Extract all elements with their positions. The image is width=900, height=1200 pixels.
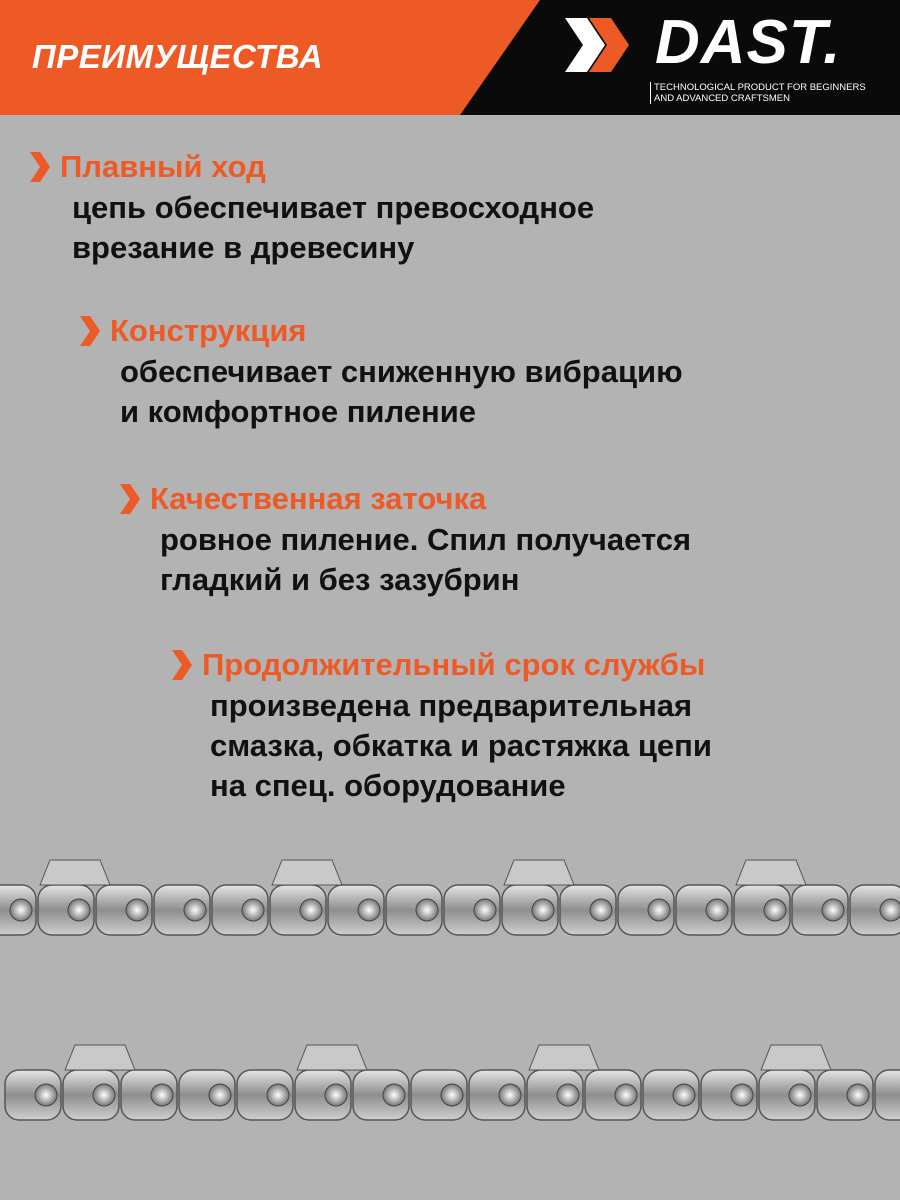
chain-rivet <box>184 899 206 921</box>
chain-rivet <box>590 899 612 921</box>
chain-rivet <box>706 899 728 921</box>
feature-item <box>118 480 691 600</box>
chain-rivet <box>93 1084 115 1106</box>
chain-rivet <box>441 1084 463 1106</box>
feature-title: Продолжительный срок службы <box>202 647 706 682</box>
chain-cutter <box>736 860 806 885</box>
chain-rivet <box>822 899 844 921</box>
chain-rivet <box>557 1084 579 1106</box>
feature-item <box>170 646 712 806</box>
chain-cutter <box>529 1045 599 1070</box>
chain-rivet <box>847 1084 869 1106</box>
chain-rivet <box>764 899 786 921</box>
chain-rivet <box>358 899 380 921</box>
chain-cutter <box>65 1045 135 1070</box>
chain-rivet <box>648 899 670 921</box>
saw-chain-image <box>0 855 900 965</box>
chevron-right-icon <box>78 316 100 346</box>
feature-desc: смазка, обкатка и растяжка цепи <box>210 728 712 763</box>
chain-cutter <box>272 860 342 885</box>
feature-item <box>78 312 683 432</box>
feature-title: Качественная заточка <box>150 481 487 516</box>
feature-title: Плавный ход <box>60 149 266 184</box>
feature-desc: и комфортное пиление <box>120 394 477 429</box>
chain-cutter <box>297 1045 367 1070</box>
chevron-right-icon <box>170 650 192 680</box>
chain-rivet <box>242 899 264 921</box>
feature-title: Конструкция <box>110 313 307 348</box>
chain-cutter <box>40 860 110 885</box>
chain-rivet <box>499 1084 521 1106</box>
chain-rivet <box>300 899 322 921</box>
chain-cutter <box>504 860 574 885</box>
chain-rivet <box>383 1084 405 1106</box>
chain-rivet <box>68 899 90 921</box>
chain-rivet <box>10 899 32 921</box>
feature-desc: обеспечивает сниженную вибрацию <box>120 354 683 389</box>
chain-rivet <box>267 1084 289 1106</box>
feature-item <box>28 148 594 268</box>
chain-rivet <box>325 1084 347 1106</box>
chain-rivet <box>880 899 900 921</box>
chain-rivet <box>731 1084 753 1106</box>
brand-tagline <box>650 82 866 104</box>
chain-rivet <box>532 899 554 921</box>
chevron-right-icon <box>28 152 50 182</box>
feature-desc: цепь обеспечивает превосходное <box>72 190 595 225</box>
feature-desc: врезание в древесину <box>72 230 415 265</box>
chain-rivet <box>416 899 438 921</box>
feature-desc: на спец. оборудование <box>210 768 566 803</box>
header-bar <box>0 0 900 115</box>
chain-rivet <box>615 1084 637 1106</box>
saw-chain-image <box>0 1040 900 1150</box>
chevron-right-icon <box>118 484 140 514</box>
tagline-line: AND ADVANCED CRAFTSMEN <box>654 93 791 104</box>
chain-rivet <box>209 1084 231 1106</box>
chain-cutter <box>761 1045 831 1070</box>
page-title: ПРЕИМУЩЕСТВА <box>32 38 324 75</box>
chain-link <box>875 1070 900 1120</box>
double-chevron-icon <box>565 18 655 88</box>
tagline-line: TECHNOLOGICAL PRODUCT FOR BEGINNERS <box>654 82 866 93</box>
chain-rivet <box>35 1084 57 1106</box>
chain-rivet <box>673 1084 695 1106</box>
chain-rivet <box>151 1084 173 1106</box>
brand-name: DAST. <box>655 8 842 77</box>
chain-rivet <box>789 1084 811 1106</box>
brand-logo <box>565 8 885 112</box>
feature-desc: произведена предварительная <box>210 688 693 723</box>
feature-desc: гладкий и без зазубрин <box>160 562 520 597</box>
feature-desc: ровное пиление. Спил получается <box>160 522 692 557</box>
chain-rivet <box>474 899 496 921</box>
chain-rivet <box>126 899 148 921</box>
